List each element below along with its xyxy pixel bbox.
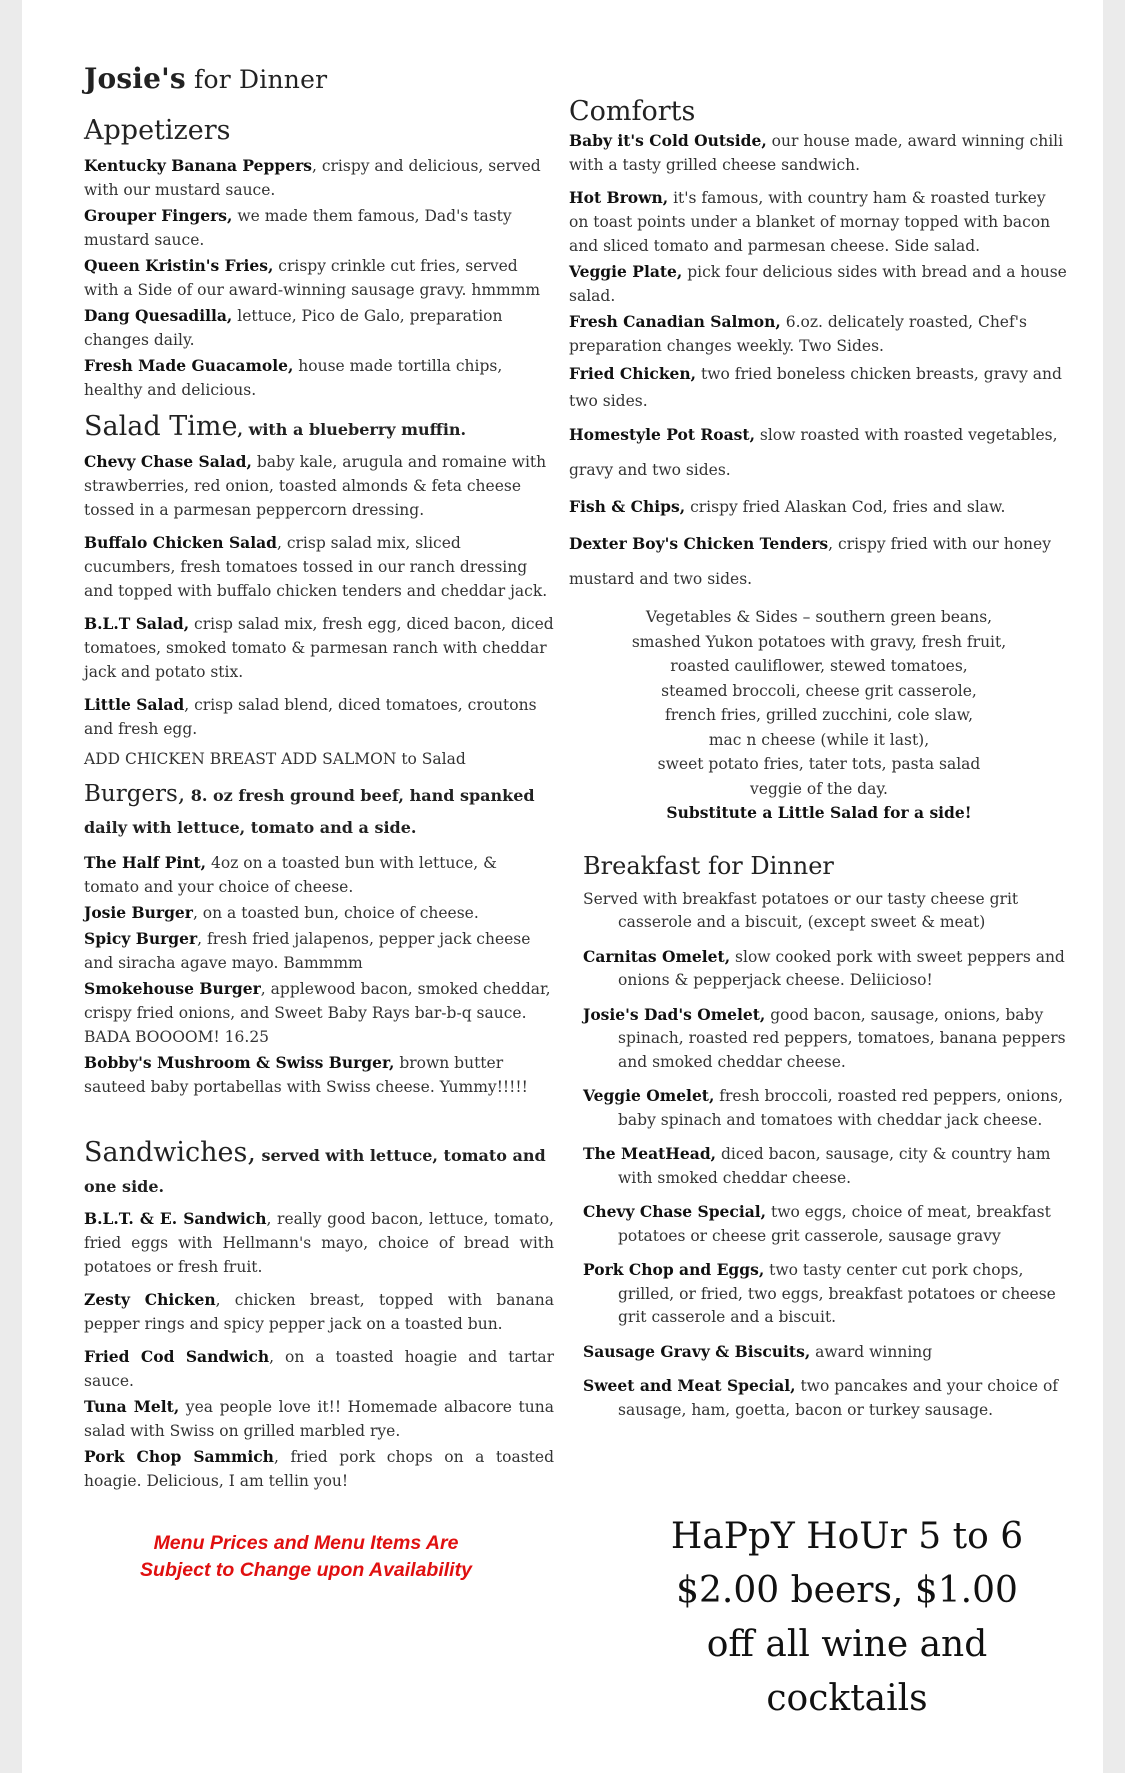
item-desc: lettuce, Pico de Galo, preparation changes daily. [84,307,503,349]
menu-item [84,1207,554,1279]
breakfast-section [569,852,1069,1423]
notice-line: Menu Prices and Menu Items Are [153,1532,459,1554]
item-name: The Half Pint, [84,853,207,872]
sandwiches-list [84,1207,554,1493]
item-name: Chevy Chase Special, [583,1202,767,1221]
item-name: Dang Quesadilla, [84,306,233,325]
item-name: Sausage Gravy & Biscuits, [583,1341,811,1361]
comforts-heading: Comforts [569,96,696,127]
item-desc: 6.oz. delicately roasted, Chef's preparation changes weekly. Two Sides. [569,313,1027,355]
menu-item [84,204,554,252]
happy-hour-line: HaPpY HoUr 5 to 6 [670,1516,1024,1557]
sides-line: french fries, grilled zucchini, cole slaw, [664,706,974,724]
item-name: Buffalo Chicken Salad [84,533,277,552]
item-desc: two eggs, choice of meat, breakfast potatoes or cheese grit casserole, sausage gravy [618,1203,1051,1245]
item-name: Homestyle Pot Roast, [569,425,755,444]
item-desc: , on a toasted hoagie and tartar sauce. [84,1348,555,1390]
item-desc: brown butter sauteed baby portabellas with Swiss cheese. Yummy!!!!! [84,1054,528,1096]
sandwiches-heading [84,1137,554,1199]
menu-item [84,531,554,603]
salad-heading [84,411,554,442]
item-desc: slow roasted with roasted vegetables, gravy and two sides. [569,426,1058,479]
salad-heading-text: Salad Time [84,411,238,442]
item-name: Queen Kristin's Fries, [84,256,274,275]
item-name: The MeatHead, [583,1144,717,1163]
happy-hour-line: off all wine and cocktails [706,1624,988,1719]
item-name: B.L.T. & E. Sandwich [84,1209,267,1228]
salad-list [84,450,554,771]
sides-line: veggie of the day. [750,779,888,798]
item-desc: diced bacon, sausage, city & country ham with smoked cheddar cheese. [618,1145,1051,1187]
burgers-heading-text: Burgers, [84,781,186,807]
menu-item [583,945,1069,993]
menu-item [84,977,554,1049]
menu-item [84,354,554,402]
burgers-heading [84,779,554,843]
item-desc: fresh broccoli, roasted red peppers, onions, baby spinach and tomatoes with cheddar jack cheese. [618,1087,1064,1129]
left-column [84,62,554,1495]
menu-item [84,1345,554,1393]
salad-heading-sub: , with a blueberry muffin. [237,420,467,439]
menu-title-rest: for Dinner [194,65,328,94]
item-name: Fried Cod Sandwich [84,1347,270,1366]
sides-line: steamed broccoli, cheese grit casserole, [661,681,977,700]
happy-hour-line: $2.00 beers, $1.00 [676,1570,1018,1611]
menu-item [569,186,1069,258]
item-name: Tuna Melt, [84,1397,180,1416]
menu-item [84,851,554,899]
menu-item [583,1142,1069,1190]
item-name: Fish & Chips, [569,497,686,516]
sides-line: sweet potato fries, tater tots, pasta salad [657,755,981,773]
item-desc: , crispy fried with our honey mustard and two sides. [569,535,1051,588]
item-desc: two pancakes and your choice of sausage, ham, goetta, bacon or turkey sausage. [618,1377,1059,1419]
item-name: Pork Chop Sammich [84,1447,274,1466]
breakfast-heading: Breakfast for Dinner [583,851,834,880]
item-desc: good bacon, sausage, onions, baby spinach, roasted red peppers, tomatoes, banana peppers and smoked cheddar cheese. [618,1005,1066,1071]
appetizers-heading: Appetizers [84,115,231,146]
item-desc: , crisp salad mix, sliced cucumbers, fresh tomatoes tossed in our ranch dressing and topped with buffalo chicken tenders and cheddar jack. [84,534,548,600]
item-desc: we made them famous, Dad's tasty mustard sauce. [84,207,512,249]
restaurant-name: Josie's [84,62,186,95]
menu-item [84,901,554,925]
item-name: Kentucky Banana Peppers [84,156,312,175]
item-desc: award winning [810,1342,933,1361]
menu-item [569,526,1069,597]
menu-item [569,129,1069,177]
item-desc: two fried boneless chicken breasts, gravy and two sides. [569,365,1062,410]
item-name: Veggie Omelet, [583,1086,715,1105]
item-desc: , crisp salad blend, diced tomatoes, croutons and fresh egg. [84,696,537,738]
happy-hour [622,1510,1072,1726]
menu-item [569,490,1069,524]
menu-item [569,360,1069,415]
menu-item [84,927,554,975]
menu-item [569,260,1069,308]
item-name: Chevy Chase Salad, [84,452,252,471]
right-column [569,96,1069,1432]
menu-item [583,1374,1069,1422]
notice-line: Subject to Change upon Availability [140,1559,472,1581]
item-name: Spicy Burger [84,929,198,948]
sides-substitute: Substitute a Little Salad for a side! [666,803,972,822]
item-name: Baby it's Cold Outside, [569,131,767,150]
sides-line: mac n cheese (while it last), [708,730,930,749]
price-change-notice [106,1530,506,1584]
menu-page [22,0,1103,1773]
item-name: Zesty Chicken [84,1290,216,1309]
menu-item [84,1395,554,1443]
menu-item [84,450,554,522]
menu-item [84,1288,554,1336]
item-desc: two tasty center cut pork chops, grilled, or fried, two eggs, breakfast potatoes or cheese grit casserole and a biscuit. [618,1261,1056,1326]
item-name: Fresh Made Guacamole, [84,356,294,375]
item-desc: our house made, award winning chili with a tasty grilled cheese sandwich. [569,132,1064,174]
menu-title [84,62,554,95]
salad-add-line: ADD CHICKEN BREAST ADD SALMON to Salad [84,750,466,768]
item-desc: baby kale, arugula and romaine with strawberries, red onion, toasted almonds & feta cheese tossed in a parmesan peppercorn dressing. [84,453,547,519]
item-name: Little Salad [84,695,185,714]
burgers-list [84,851,554,1099]
sides-line: Vegetables & Sides – southern green beans, [645,608,993,626]
item-desc: slow cooked pork with sweet peppers and onions & pepperjack cheese. Deliicioso! [618,947,1065,989]
item-desc: , applewood bacon, smoked cheddar, crispy fried onions, and Sweet Baby Rays bar-b-q sauce. BADA BOOOOM! 16.25 [84,980,551,1046]
item-desc: house made tortilla chips, healthy and delicious. [84,357,503,399]
item-name: Bobby's Mushroom & Swiss Burger, [84,1053,395,1072]
item-name: Carnitas Omelet, [583,946,731,966]
sides-list [569,605,1069,826]
burgers-heading-sub: 8. oz fresh ground beef, hand spanked daily with lettuce, tomato and a side. [84,786,535,837]
sides-line: roasted cauliflower, stewed tomatoes, [670,657,968,675]
item-desc: 4oz on a toasted bun with lettuce, & tomato and your choice of cheese. [84,854,497,896]
menu-item [84,304,554,352]
sandwiches-heading-text: Sandwiches, [84,1137,256,1168]
item-desc: , on a toasted bun, choice of cheese. [192,904,479,922]
item-desc: , crispy and delicious, served with our mustard sauce. [84,157,541,199]
menu-item [84,612,554,684]
sides-line: smashed Yukon potatoes with gravy, fresh fruit, [631,632,1007,651]
item-name: Fried Chicken, [569,364,697,383]
item-name: Fresh Canadian Salmon, [569,312,781,331]
menu-item [84,693,554,741]
menu-item [583,1258,1069,1330]
comforts-list [569,129,1069,597]
item-desc: pick four delicious sides with bread and a house salad. [569,263,1067,305]
menu-item [569,417,1069,488]
menu-item [583,1340,1069,1365]
menu-item [583,1084,1069,1132]
menu-item [84,254,554,302]
item-desc: , fried pork chops on a toasted hoagie. Delicious, I am tellin you! [84,1448,554,1490]
menu-item [569,310,1069,358]
appetizers-list [84,154,554,402]
item-desc: , fresh fried jalapenos, pepper jack cheese and siracha agave mayo. Bammmm [84,930,531,972]
menu-item [84,154,554,202]
item-name: Sweet and Meat Special, [583,1376,796,1395]
item-name: Josie's Dad's Omelet, [583,1004,766,1024]
item-desc: , really good bacon, lettuce, tomato, fried eggs with Hellmann's mayo, choice of bread with potatoes or fresh fruit. [84,1210,554,1276]
item-desc: crispy crinkle cut fries, served with a Side of our award-winning sausage gravy. hmmmm [84,257,541,299]
menu-item [84,1445,554,1493]
item-desc: crisp salad mix, fresh egg, diced bacon, diced tomatoes, smoked tomato & parmesan ranch with cheddar jack and potato stix. [84,615,554,681]
item-name: Grouper Fingers, [84,206,233,225]
item-name: Hot Brown, [569,188,669,207]
item-name: Josie Burger [84,903,193,922]
item-name: Pork Chop and Eggs, [583,1260,765,1279]
menu-item [84,1051,554,1099]
item-name: Dexter Boy's Chicken Tenders [569,534,829,553]
menu-item [583,1200,1069,1248]
item-name: Smokehouse Burger [84,979,261,998]
sandwiches-heading-sub: served with lettuce, tomato and one side. [84,1146,546,1196]
item-desc: crispy fried Alaskan Cod, fries and slaw. [685,498,1006,516]
item-desc: it's famous, with country ham & roasted turkey on toast points under a blanket of mornay topped with bacon and sliced tomato and parmesan cheese. Side salad. [569,189,1051,255]
item-name: B.L.T Salad, [84,614,190,633]
item-desc: yea people love it!! Homemade albacore tuna salad with Swiss on grilled marbled rye. [84,1398,554,1440]
breakfast-intro: Served with breakfast potatoes or our tasty cheese grit casserole and a biscuit, (except sweet & meat) [583,889,1019,931]
menu-item [583,1003,1069,1075]
item-name: Veggie Plate, [569,262,683,281]
item-desc: , chicken breast, topped with banana pepper rings and spicy pepper jack on a toasted bun. [84,1291,554,1333]
